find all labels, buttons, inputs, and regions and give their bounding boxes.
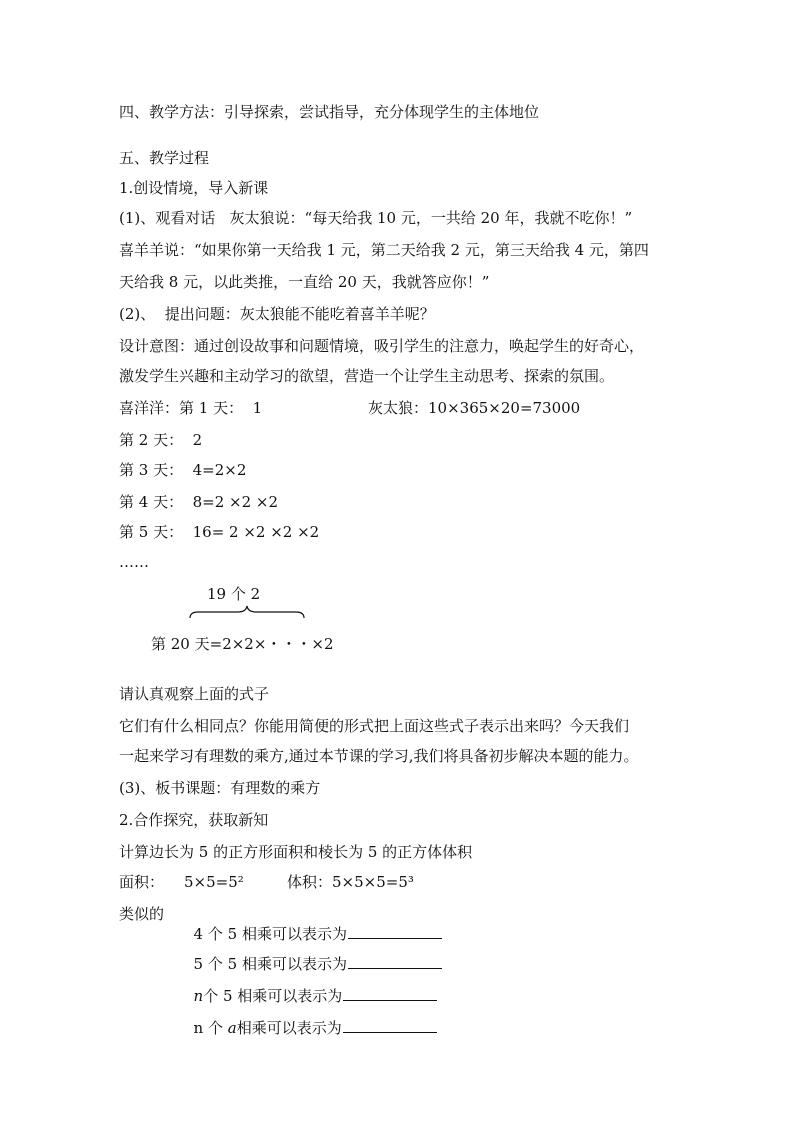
dialogue-line-2: 喜羊羊说：“如果你第一天给我 1 元，第二天给我 2 元，第三天给我 4 元，第四 — [119, 241, 649, 259]
day4-line: 第 4 天： 8=2 ×2 ×2 — [119, 493, 279, 511]
day5-line: 第 5 天： 16= 2 ×2 ×2 ×2 — [119, 523, 320, 541]
fill-line-4 — [184, 998, 437, 1038]
fill-text-4: 相乘可以表示为 — [236, 1019, 342, 1037]
common-line-2: 一起来学习有理数的乘方,通过本节课的学习,我们将具备初步解决本题的能力。 — [119, 747, 639, 765]
design-intent-line-1: 设计意图：通过创设故事和问题情境，吸引学生的注意力，唤起学生的好奇心， — [119, 337, 645, 355]
section-title-process: 五、教学过程 — [119, 149, 210, 167]
huitailang-calc: 灰太狼：10×365×20=73000 — [368, 399, 581, 417]
dialogue-line-3: 天给我 8 元，以此类推，一直给 20 天，我就答应你！” — [119, 273, 490, 291]
observe-line: 请认真观察上面的式子 — [119, 685, 270, 703]
teaching-method: 四、教学方法：引导探索，尝试指导，充分体现学生的主体地位 — [119, 103, 540, 121]
similar-label: 类似的 — [119, 905, 165, 923]
overbrace — [188, 604, 306, 620]
design-intent-line-2: 激发学生兴趣和主动学习的欲望，营造一个让学生主动思考、探索的氛围。 — [119, 367, 615, 385]
variable-a: a — [227, 1019, 237, 1037]
brace-label: 19 个 2 — [207, 585, 261, 603]
task-line: 计算边长为 5 的正方形面积和棱长为 5 的正方体体积 — [119, 843, 473, 861]
answer-blank-4[interactable] — [343, 1018, 437, 1033]
area-expr: 5×5=5² — [184, 873, 244, 891]
day2-line: 第 2 天： 2 — [119, 431, 203, 449]
fill-text-1: 4 个 5 相乘可以表示为 — [193, 925, 347, 943]
board-title-line: (3)、板书课题：有理数的乘方 — [119, 779, 321, 797]
day3-line: 第 3 天： 4=2×2 — [119, 461, 247, 479]
question-line: (2)、 提出问题：灰太狼能不能吃着喜羊羊呢？ — [119, 305, 435, 323]
step2-title: 2.合作探究，获取新知 — [119, 811, 269, 829]
xiyang-day1: 喜洋洋：第 1 天： 1 — [119, 399, 263, 417]
common-line-1: 它们有什么相同点？你能用简便的形式把上面这些式子表示出来吗？今天我们 — [119, 717, 630, 735]
fill-text-3: 个 5 相乘可以表示为 — [203, 987, 343, 1005]
step1-title: 1.创设情境，导入新课 — [119, 179, 269, 197]
dialogue-line-1: (1)、观看对话 灰太狼说：“每天给我 10 元，一共给 20 年，我就不吃你！” — [119, 209, 633, 227]
variable-n: n — [193, 987, 204, 1005]
volume-line: 体积：5×5×5=5³ — [287, 873, 414, 891]
fill-text-2: 5 个 5 相乘可以表示为 — [193, 955, 347, 973]
ellipsis: …… — [119, 553, 149, 571]
area-label: 面积： — [119, 873, 165, 891]
fill-text-4-prefix: n 个 — [193, 1019, 228, 1037]
day20-line: 第 20 天=2×2×・・・×2 — [151, 635, 334, 653]
